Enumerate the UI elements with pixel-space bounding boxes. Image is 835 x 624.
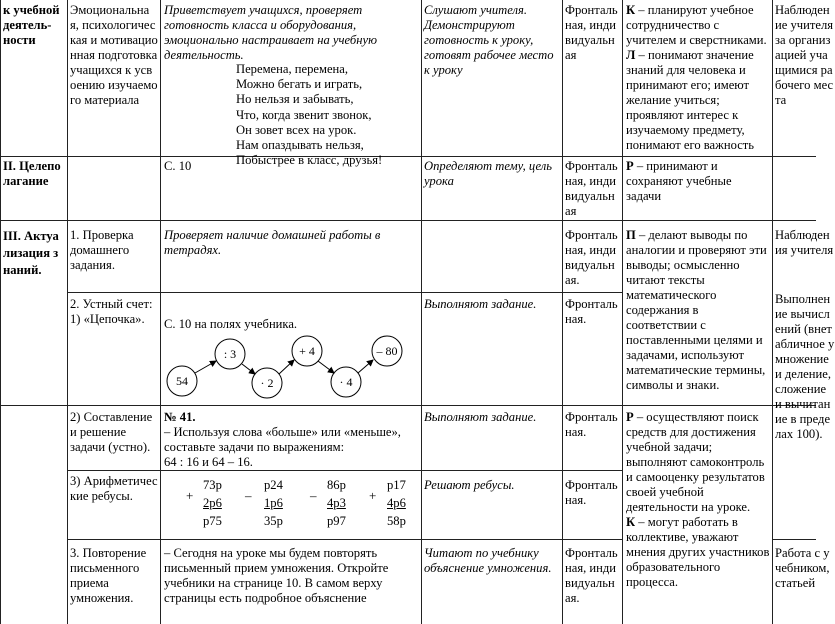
- rebus-operator: –: [245, 488, 252, 503]
- teacher-cell-oral: С. 10 на полях учебника.: [164, 317, 298, 331]
- form-cell-1: Фронтальная, индивидуальная: [565, 3, 618, 62]
- uud-p-letter: П: [626, 228, 636, 242]
- rebus-term: 86р: [327, 478, 346, 492]
- rebus-1: [203, 476, 222, 530]
- stage-cell-1: к учебной деятель-ности: [3, 3, 60, 47]
- uud-cell-3: [626, 228, 770, 393]
- uud-p-text: – делают выводы по аналогии и проверяют эти выводы; осмысленно читают тексты математического содержания в соответствии с поставленными целями и задачами, используют математические термины, символы и знаки.: [626, 228, 767, 392]
- chain-op: : 3: [223, 347, 237, 361]
- uud-k-text: – могут работать в коллективе, уважают мнения других участников образовательного процесса.: [626, 515, 770, 589]
- uud-r-letter: Р: [626, 410, 634, 424]
- students-cell-oral: Выполняют задание.: [424, 297, 537, 311]
- rebus-result: 35р: [264, 514, 283, 528]
- poem-line: Нам опаздывать нельзя,: [236, 138, 364, 153]
- poem-line: Можно бегать и играть,: [236, 77, 363, 92]
- rebus-3: [327, 476, 346, 530]
- chain-op: – 80: [376, 344, 398, 358]
- rebus-2: [264, 476, 283, 530]
- rebus-term: 73р: [203, 478, 222, 492]
- uud-k-letter: К: [626, 515, 636, 529]
- sub-cell-hw: 1. Проверка домашнего задания.: [70, 228, 134, 272]
- uud-l-text: – понимают значение знаний для человека и принимают его; имеют желание учиться; проявляют интерес к изучаемому предмету, понимают его важность: [626, 48, 755, 152]
- form-cell-oral: Фронтальная.: [565, 297, 618, 326]
- rebus-result: р75: [203, 514, 222, 528]
- uud-k-text: – планируют учебное сотрудничество с учителем и сверстниками.: [626, 3, 767, 47]
- rebus-result: р97: [327, 514, 346, 528]
- chain-op: · 4: [339, 375, 353, 389]
- chain-op: · 2: [260, 376, 274, 390]
- chain-op: + 4: [299, 344, 315, 358]
- form-cell-task: Фронтальная.: [565, 410, 618, 439]
- rebus-term: 1р6: [264, 496, 283, 510]
- teacher-cell-task: [164, 410, 419, 470]
- rebus-term: р24: [264, 478, 283, 492]
- teacher-cell-mult: – Сегодня на уроке мы будем повторять письменный прием умножения. Откройте учебники на странице 10. В самом верху страницы есть подробное объяснение: [164, 546, 389, 605]
- rebus-operator: –: [310, 488, 317, 503]
- chain-start: 54: [176, 374, 188, 388]
- poem-line: Что, когда звенит звонок,: [236, 107, 372, 122]
- task-text: – Используя слова «больше» или «меньше», составьте задачи по выражениям:: [164, 425, 401, 454]
- poem-line: Но нельзя и забывать,: [236, 92, 354, 107]
- uud-r-letter: Р: [626, 159, 634, 173]
- uud-r-text: – осуществляют поиск средств для достижения учебной задачи; выполняют самоконтроль и самооценку результатов своей учебной деятельности на уроке.: [626, 410, 765, 514]
- task-expression: 64 : 16 и 64 – 16.: [164, 455, 253, 469]
- sub-cell-mult: 3. Повторение письменного приема умножения.: [70, 546, 147, 605]
- rebus-operator: +: [369, 488, 377, 503]
- task-number: № 41.: [164, 410, 196, 424]
- rebus-term: р17: [387, 478, 406, 492]
- uud-cell-4: [626, 410, 770, 590]
- teacher-cell-2: С. 10: [164, 159, 192, 173]
- teacher-intro: Приветствует учащихся, проверяет готовность класса и оборудования, эмоционально настраивает на учебную деятельность.: [164, 3, 377, 62]
- chain-diagram: [160, 330, 420, 405]
- rebus-4: [387, 476, 406, 530]
- rebus-result: 58р: [387, 514, 406, 528]
- rebus-operator: +: [186, 488, 194, 503]
- poem-line: Побыстрее в класс, друзья!: [236, 153, 383, 168]
- teacher-cell-hw: Проверяет наличие домашней работы в тетрадях.: [164, 228, 381, 257]
- poem: [236, 62, 416, 168]
- control-cell-1: Наблюдение учителя за организацией учащимися рабочего места: [775, 3, 834, 107]
- form-cell-rebus: Фронтальная.: [565, 478, 618, 507]
- students-cell-rebus: Решают ребусы.: [424, 478, 515, 492]
- control-cell-3a: Наблюдения учителя: [775, 228, 834, 257]
- students-cell-2: Определяют тему, цель урока: [424, 159, 553, 188]
- students-cell-task: Выполняют задание.: [424, 410, 537, 424]
- rebus-term: 4р6: [387, 496, 406, 510]
- uud-k-letter: К: [626, 3, 636, 17]
- form-cell-2: Фронтальная, индивидуальная: [565, 159, 618, 218]
- sub-cell-rebus: 3) Арифметические ребусы.: [70, 474, 158, 503]
- form-cell-hw: Фронтальная, индивидуальная.: [565, 228, 618, 287]
- rebus-term: 2р6: [203, 496, 222, 510]
- poem-line: Он зовет всех на урок.: [236, 122, 357, 137]
- students-cell-mult: Читают по учебнику объяснение умножения.: [424, 546, 552, 575]
- form-cell-mult: Фронтальная, индивидуальная.: [565, 546, 618, 605]
- sub-cell-oral: 2. Устный счет: 1) «Цепочка».: [70, 297, 153, 326]
- uud-cell-2: [626, 159, 768, 204]
- uud-cell-1: [626, 3, 770, 153]
- goal-cell: Эмоциональная, психологическая и мотивационная подготовка учащихся к усвоению изучаемого материала: [70, 3, 158, 107]
- stage-cell-3: III. Актуализация знаний.: [3, 229, 59, 277]
- control-cell-3b: Выполнение вычислений (внетабличное умножение и деление, сложение и вычитание в пределах 100).: [775, 292, 835, 441]
- stage-cell-2: II. Целеполагание: [3, 159, 61, 188]
- poem-line: Перемена, перемена,: [236, 62, 349, 76]
- uud-l-letter: Л: [626, 48, 636, 62]
- rebus-term: 4р3: [327, 496, 346, 510]
- sub-cell-task: 2) Составление и решение задачи (устно).: [70, 410, 153, 454]
- control-cell-6: Работа с учебником, статьей: [775, 546, 830, 590]
- uud-r-text: – принимают и сохраняют учебные задачи: [626, 159, 732, 203]
- students-cell-1: Слушают учителя. Демонстрируют готовность к уроку, готовят рабочее место к уроку: [424, 3, 554, 77]
